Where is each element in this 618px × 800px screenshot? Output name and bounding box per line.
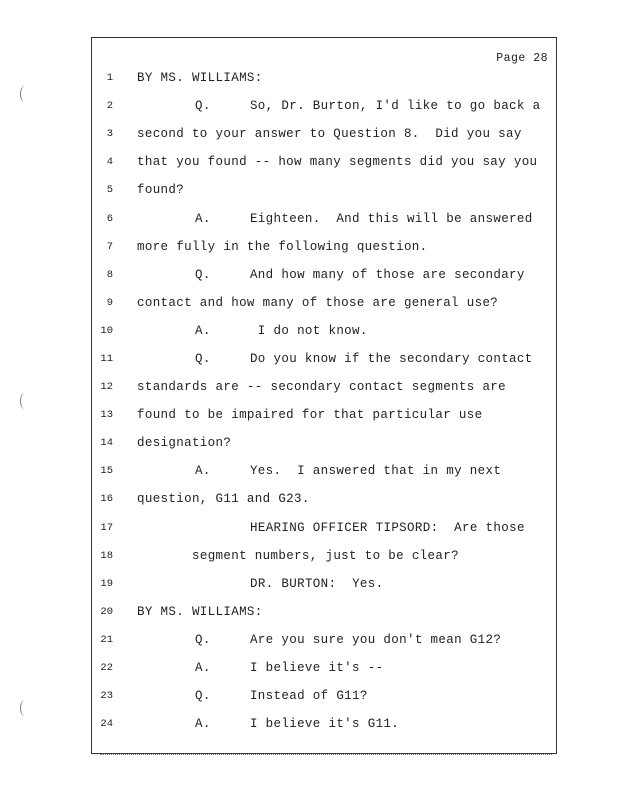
line-number: 5 [106, 184, 113, 196]
transcript-line [92, 714, 556, 734]
transcript-line [92, 152, 556, 172]
line-text: DR. BURTON: Yes. [250, 577, 384, 591]
line-number: 8 [106, 269, 113, 281]
transcript-line [92, 518, 556, 538]
line-text: Q. Are you sure you don't mean G12? [195, 633, 502, 647]
line-text: standards are -- secondary contact segments are [137, 380, 507, 394]
line-number: 14 [100, 437, 113, 449]
transcript-line [92, 433, 556, 453]
transcript-line [92, 237, 556, 257]
line-number: 12 [100, 381, 113, 393]
transcript-line [92, 686, 556, 706]
transcript-line [92, 461, 556, 481]
line-text: A. Eighteen. And this will be answered [195, 212, 533, 226]
line-number: 17 [100, 522, 113, 534]
transcript-line [92, 96, 556, 116]
scan-bottom-edge [100, 754, 552, 757]
line-text: found? [137, 183, 185, 197]
binder-hole-mark-top [20, 86, 29, 102]
line-number: 10 [100, 325, 113, 337]
line-text: A. I believe it's -- [195, 661, 384, 675]
line-number: 20 [100, 606, 113, 618]
transcript-line [92, 265, 556, 285]
line-text: A. I do not know. [195, 324, 368, 338]
line-number: 13 [100, 409, 113, 421]
transcript-line [92, 180, 556, 200]
line-number: 7 [106, 241, 113, 253]
line-text: A. Yes. I answered that in my next [195, 464, 502, 478]
transcript-line [92, 209, 556, 229]
binder-hole-mark-middle [20, 393, 29, 409]
line-number: 16 [100, 493, 113, 505]
line-number: 21 [100, 634, 113, 646]
transcript-line [92, 349, 556, 369]
transcript-line [92, 574, 556, 594]
line-number: 1 [106, 72, 113, 84]
line-number: 24 [100, 718, 113, 730]
line-text: A. I believe it's G11. [195, 717, 400, 731]
transcript-line [92, 124, 556, 144]
page-number: Page 28 [496, 52, 548, 65]
transcript-line [92, 68, 556, 88]
line-text: Q. Instead of G11? [195, 689, 368, 703]
line-text: segment numbers, just to be clear? [192, 549, 459, 563]
transcript-line [92, 602, 556, 622]
transcript-line [92, 405, 556, 425]
line-number: 4 [106, 156, 113, 168]
line-number: 9 [106, 297, 113, 309]
line-text: question, G11 and G23. [137, 492, 310, 506]
line-number: 22 [100, 662, 113, 674]
line-text: designation? [137, 436, 232, 450]
line-number: 2 [106, 100, 113, 112]
line-text: second to your answer to Question 8. Did you say [137, 127, 522, 141]
line-text: Q. And how many of those are secondary [195, 268, 525, 282]
line-text: that you found -- how many segments did you say you [137, 155, 538, 169]
transcript-line [92, 546, 556, 566]
transcript-line [92, 293, 556, 313]
transcript-line [92, 658, 556, 678]
line-number: 3 [106, 128, 113, 140]
binder-hole-mark-bottom [20, 700, 29, 716]
line-text: more fully in the following question. [137, 240, 428, 254]
transcript-line [92, 377, 556, 397]
transcript-page-frame [91, 37, 557, 754]
line-number: 19 [100, 578, 113, 590]
line-number: 18 [100, 550, 113, 562]
line-text: BY MS. WILLIAMS: [137, 605, 263, 619]
line-text: contact and how many of those are general use? [137, 296, 499, 310]
line-number: 6 [106, 213, 113, 225]
line-text: BY MS. WILLIAMS: [137, 71, 263, 85]
line-text: HEARING OFFICER TIPSORD: Are those [250, 521, 525, 535]
transcript-line [92, 489, 556, 509]
line-number: 15 [100, 465, 113, 477]
transcript-line [92, 321, 556, 341]
line-number: 11 [100, 353, 113, 365]
transcript-line [92, 630, 556, 650]
line-text: Q. So, Dr. Burton, I'd like to go back a [195, 99, 541, 113]
line-number: 23 [100, 690, 113, 702]
line-text: found to be impaired for that particular use [137, 408, 483, 422]
line-text: Q. Do you know if the secondary contact [195, 352, 533, 366]
